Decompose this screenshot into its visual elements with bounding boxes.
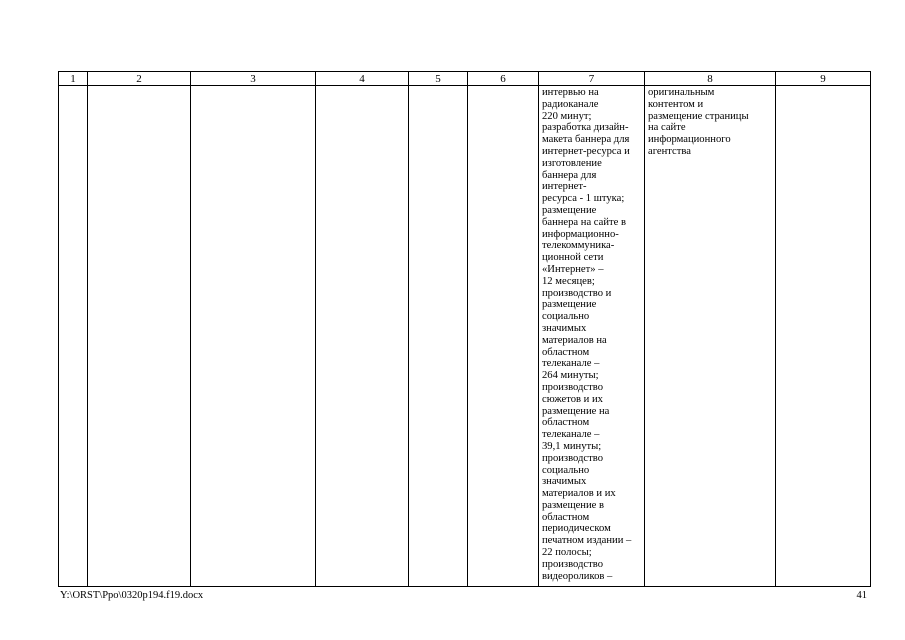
table-header-row bbox=[59, 72, 871, 86]
column-header-3: 3 bbox=[191, 72, 316, 86]
column-header-9: 9 bbox=[776, 72, 871, 86]
table-cell-7 bbox=[539, 86, 645, 587]
cell-text bbox=[776, 86, 870, 87]
table-cell-3 bbox=[191, 86, 316, 587]
cell-text bbox=[316, 86, 408, 87]
cell-text bbox=[409, 86, 467, 87]
document-table bbox=[58, 71, 871, 587]
cell-text bbox=[59, 86, 87, 87]
column-header-6: 6 bbox=[468, 72, 539, 86]
column-header-2: 2 bbox=[88, 72, 191, 86]
table-cell-4 bbox=[316, 86, 409, 587]
table-cell-2 bbox=[88, 86, 191, 587]
table-cell-6 bbox=[468, 86, 539, 587]
table-cell-1 bbox=[59, 86, 88, 587]
table-cell-5 bbox=[409, 86, 468, 587]
page-number: 41 bbox=[856, 590, 867, 601]
cell-text bbox=[468, 86, 538, 87]
footer-file-path: Y:\ORST\Ppo\0320p194.f19.docx bbox=[60, 590, 204, 601]
cell-text bbox=[88, 86, 190, 87]
cell-text: оригинальным контентом и размещение страницы на сайте информационного агентства bbox=[648, 87, 749, 157]
column-header-1: 1 bbox=[59, 72, 88, 86]
table-row bbox=[59, 86, 871, 587]
column-header-8: 8 bbox=[645, 72, 776, 86]
cell-text bbox=[191, 86, 315, 87]
column-header-5: 5 bbox=[409, 72, 468, 86]
cell-text: интервью на радиоканале 220 минут; разработка дизайн- макета баннера для интернет-ресурса и изготовление баннера для интернет- ресурса - 1 штука; размещение баннера на сайте в информационно- телекоммуника- ционной сети «Интернет» – 12 месяцев; производство и размещение социально значимых материалов на областном телеканале – 264 минуты; производство сюжетов и их размещение на областном телеканале – 39,1 минуты; производство социально значимых материалов и их размещение в областном периодическом печатном издании – 22 полосы; производство видеороликов – bbox=[542, 87, 632, 582]
table-cell-8 bbox=[645, 86, 776, 587]
table-cell-9 bbox=[776, 86, 871, 587]
column-header-7: 7 bbox=[539, 72, 645, 86]
column-header-4: 4 bbox=[316, 72, 409, 86]
